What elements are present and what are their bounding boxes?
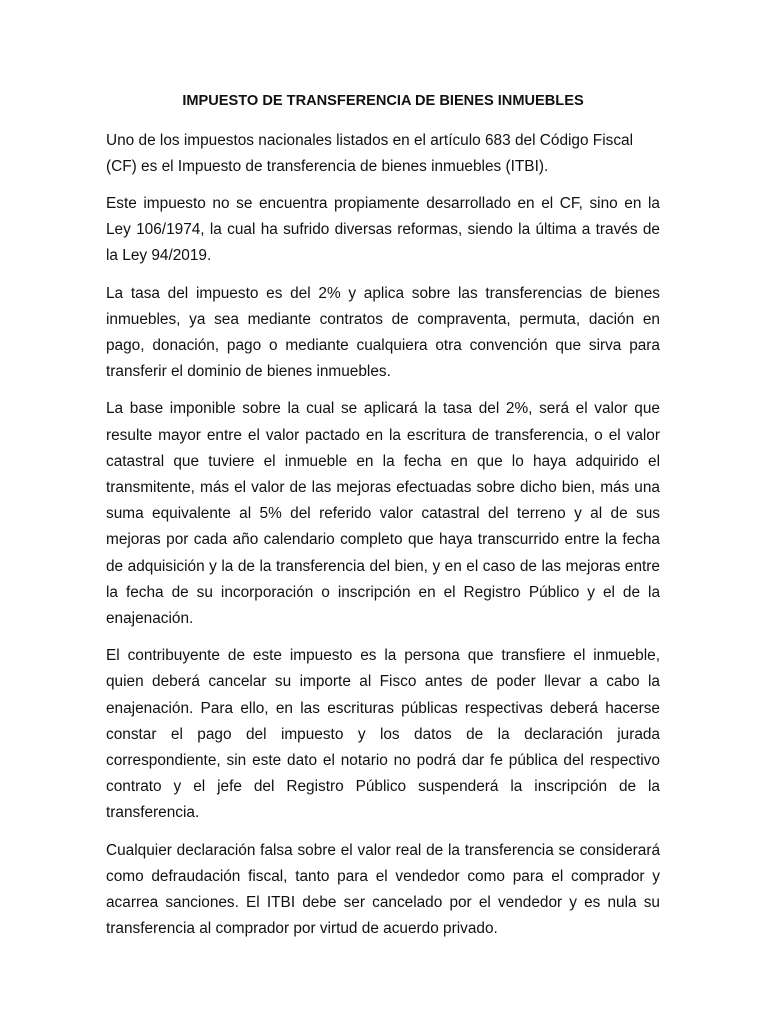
- paragraph-legal-basis: Este impuesto no se encuentra propiamente desarrollado en el CF, sino en la Ley 106/1974, la cual ha sufrido diversas reformas, siendo la última a través de la Ley 94/2019.: [106, 194, 660, 265]
- document-body: [106, 88, 660, 953]
- paragraph-intro: Uno de los impuestos nacionales listados en el artículo 683 del Código Fiscal (CF) es el Impuesto de transferencia de bienes inmuebles (ITBI).: [106, 131, 634, 175]
- paragraph-taxpayer: El contribuyente de este impuesto es la persona que transfiere el inmueble, quien deberá cancelar su importe al Fisco antes de poder llevar a cabo la enajenación. Para ello, en las escrituras públicas respectivas deberá hacerse constar el pago del impuesto y los datos de la declaración jurada correspondiente, sin este dato el notario no podrá dar fe pública del respectivo contrato y el jefe del Registro Público suspenderá la inscripción de la transferencia.: [106, 647, 660, 822]
- paragraph-false-declaration: Cualquier declaración falsa sobre el valor real de la transferencia se considerará como defraudación fiscal, tanto para el vendedor como para el comprador y acarrea sanciones. El ITBI debe ser cancelado por el vendedor y es nula su transferencia al comprador por virtud de acuerdo privado.: [106, 841, 660, 938]
- paragraph-tax-rate: La tasa del impuesto es del 2% y aplica sobre las transferencias de bienes inmuebles, ya sea mediante contratos de compraventa, permuta, dación en pago, donación, pago o mediante cualquiera otra convención que sirva para transferir el dominio de bienes inmuebles.: [106, 284, 660, 381]
- document-title: IMPUESTO DE TRANSFERENCIA DE BIENES INMUEBLES: [182, 93, 584, 109]
- paragraph-taxable-base: La base imponible sobre la cual se aplicará la tasa del 2%, será el valor que resulte mayor entre el valor pactado en la escritura de transferencia, o el valor catastral que tuviere el inmueble en la fecha en que lo haya adquirido el transmitente, más el valor de las mejoras efectuadas sobre dicho bien, más una suma equivalente al 5% del referido valor catastral del terreno y al de sus mejoras por cada año calendario completo que haya transcurrido entre la fecha de adquisición y la de la transferencia del bien, y en el caso de las mejoras entre la fecha de su incorporación o inscripción en el Registro Público y el de la enajenación.: [106, 400, 660, 627]
